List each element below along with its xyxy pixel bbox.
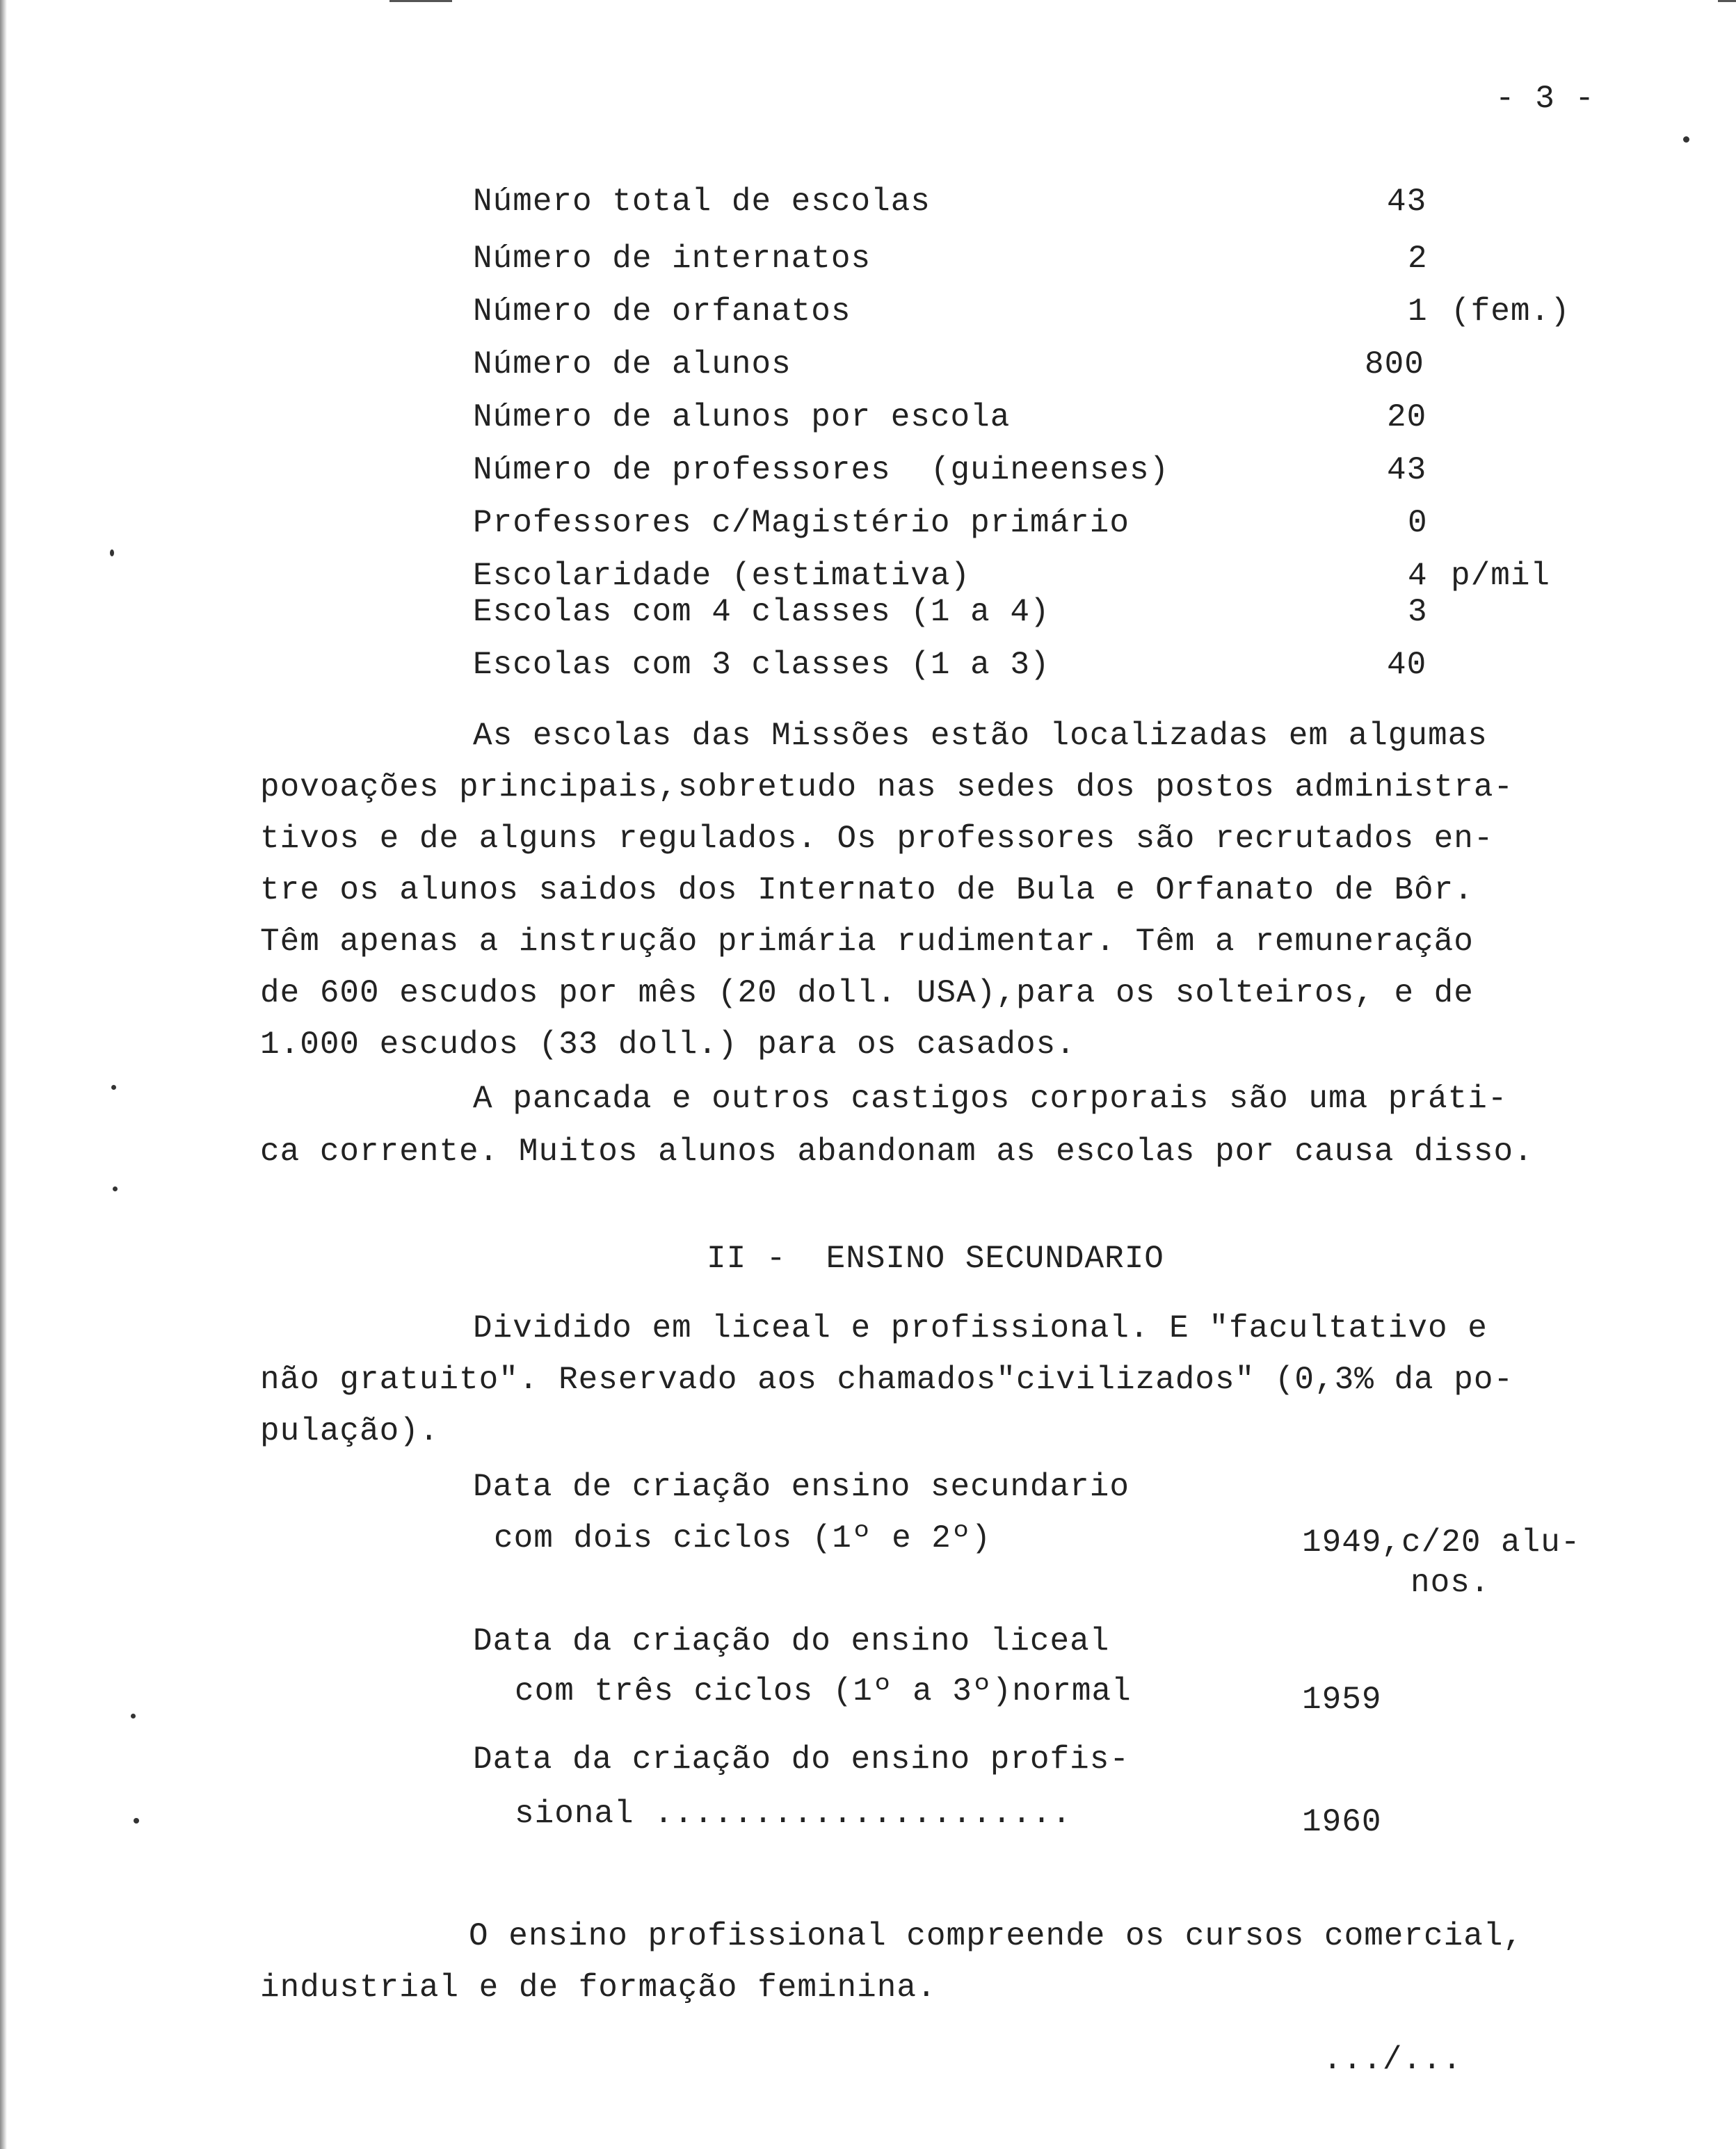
paragraph-line: A pancada e outros castigos corporais são uma práti- — [473, 1081, 1508, 1117]
stats-note: (fem.) — [1451, 293, 1570, 330]
date-label: sional ..................... — [515, 1796, 1072, 1832]
scan-speck — [111, 1085, 116, 1090]
page-number: - 3 - — [1495, 81, 1596, 117]
stats-value: 0 — [1408, 505, 1428, 541]
date-label: com três ciclos (1º a 3º)normal — [515, 1673, 1132, 1709]
continuation-mark: .../... — [1323, 2042, 1463, 2078]
paragraph-line: 1.000 escudos (33 doll.) para os casados. — [260, 1027, 1076, 1063]
stats-label: Professores c/Magistério primário — [473, 505, 1130, 541]
stats-value: 800 — [1365, 346, 1424, 383]
scan-top-mark-right — [1718, 0, 1736, 2]
scan-speck — [1683, 136, 1689, 143]
stats-value: 2 — [1408, 241, 1428, 277]
paragraph-line: ca corrente. Muitos alunos abandonam as escolas por causa disso. — [260, 1134, 1534, 1170]
paragraph-line: Têm apenas a instrução primária rudimentar. Têm a remuneração — [260, 924, 1474, 960]
stats-label: Escolas com 3 classes (1 a 3) — [473, 647, 1050, 683]
stats-label: Número de alunos — [473, 346, 791, 383]
scan-speck — [131, 1714, 136, 1719]
date-label: Data da criação do ensino profis- — [473, 1741, 1130, 1778]
stats-value: 40 — [1387, 647, 1427, 683]
stats-value: 3 — [1408, 594, 1428, 630]
paragraph-line: pulação). — [260, 1413, 440, 1449]
paragraph-line: industrial e de formação feminina. — [260, 1970, 937, 2006]
scan-speck — [110, 549, 114, 556]
scan-speck — [113, 1186, 118, 1191]
date-label: Data da criação do ensino liceal — [473, 1623, 1110, 1659]
scan-top-mark — [389, 0, 452, 2]
stats-value: 1 — [1408, 293, 1428, 330]
section-heading: II - ENSINO SECUNDARIO — [707, 1241, 1164, 1277]
stats-value: 43 — [1387, 452, 1427, 488]
stats-note: p/mil — [1451, 558, 1551, 594]
stats-value: 4 — [1408, 558, 1428, 594]
paragraph-line: O ensino profissional compreende os cursos comercial, — [469, 1918, 1524, 1954]
paragraph-line: tre os alunos saidos dos Internato de Bula e Orfanato de Bôr. — [260, 872, 1474, 908]
paragraph-line: de 600 escudos por mês (20 doll. USA),para os solteiros, e de — [260, 975, 1474, 1011]
stats-label: Escolas com 4 classes (1 a 4) — [473, 594, 1050, 630]
date-label: com dois ciclos (1º e 2º) — [494, 1520, 992, 1556]
paragraph-line: As escolas das Missões estão localizadas em algumas — [473, 718, 1488, 754]
stats-label: Escolaridade (estimativa) — [473, 558, 971, 594]
stats-label: Número de alunos por escola — [473, 399, 1011, 435]
date-value: 1960 — [1302, 1804, 1382, 1840]
paragraph-line: povoações principais,sobretudo nas sedes dos postos administra- — [260, 769, 1514, 805]
date-value: nos. — [1410, 1565, 1490, 1601]
stats-label: Número total de escolas — [473, 184, 931, 220]
paragraph-line: tivos e de alguns regulados. Os professores são recrutados en- — [260, 821, 1494, 857]
paragraph-line: não gratuito". Reservado aos chamados"civilizados" (0,3% da po- — [260, 1362, 1514, 1398]
scan-speck — [134, 1818, 139, 1824]
scan-left-edge — [0, 0, 7, 2149]
stats-label: Número de orfanatos — [473, 293, 851, 330]
date-value: 1959 — [1302, 1682, 1382, 1718]
date-label: Data de criação ensino secundario — [473, 1469, 1130, 1505]
date-value: 1949,c/20 alu- — [1302, 1524, 1581, 1561]
stats-label: Número de internatos — [473, 241, 871, 277]
stats-label: Número de professores (guineenses) — [473, 452, 1170, 488]
stats-value: 20 — [1387, 399, 1427, 435]
stats-value: 43 — [1387, 184, 1427, 220]
paragraph-line: Dividido em liceal e profissional. E "facultativo e — [473, 1310, 1488, 1346]
